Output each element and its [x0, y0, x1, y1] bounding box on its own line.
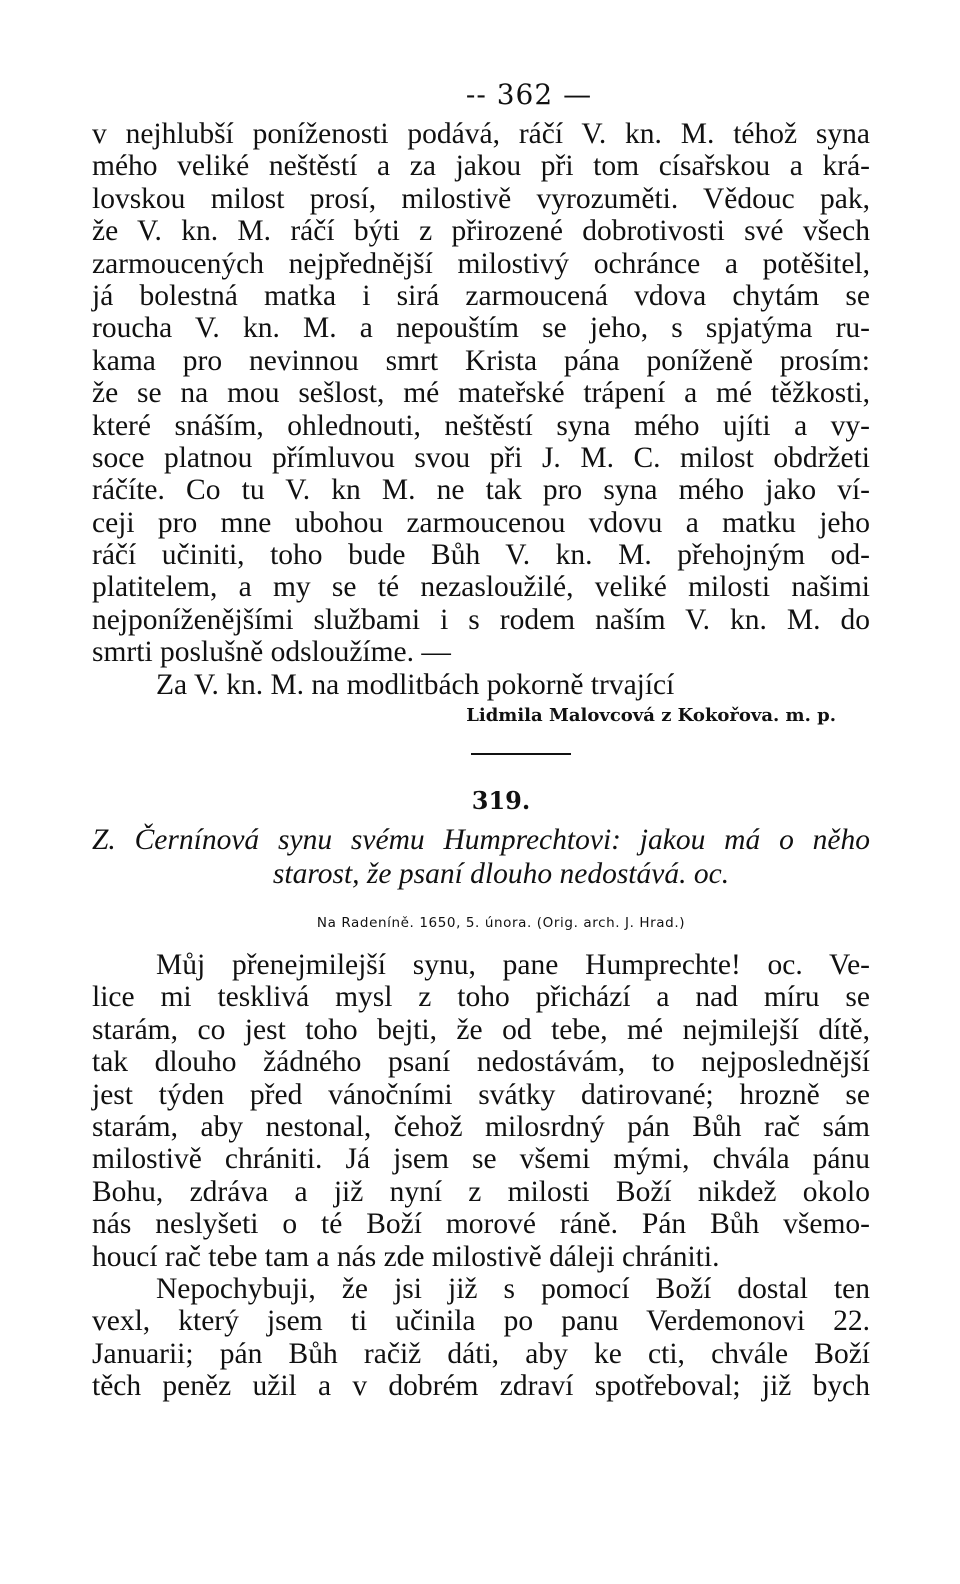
text-line: nejponíženějšími službami i s rodem naším V. kn. M. do: [92, 603, 870, 636]
text-line: tak dlouho žádného psaní nedostávám, to nejposlednější: [92, 1046, 870, 1079]
letter-place-date: Na Radeníně. 1650, 5. února. (Orig. arch. J. Hrad.): [316, 915, 686, 932]
text-line: jest týden před vánočními svátky datirované; hrozně se: [92, 1078, 870, 1111]
letter-title-line: Z. Černínová synu svému Humprechtovi: jakou má o něho: [92, 824, 870, 857]
letter-number: 319.: [471, 786, 531, 816]
book-page: [92, 72, 870, 1403]
text-line: lice mi tesklivá mysl z toho přichází a nad míru se: [92, 981, 870, 1014]
text-line: starám, co jest toho bejti, že od tebe, mé nejmilejší dítě,: [92, 1013, 870, 1046]
closing-line: Za V. kn. M. na modlitbách pokorně trvající: [156, 668, 675, 701]
text-line: milostivě chrániti. Já jsem se všemi mými, chvála pánu: [92, 1143, 870, 1176]
text-line: Bohu, zdráva a již nyní z milosti Boží nikdež okolo: [92, 1175, 870, 1208]
text-line: že se na mou sešlost, mé mateřské trápení a mé těžkosti,: [92, 377, 870, 410]
text-line: mého veliké neštěstí a za jakou při tom císařskou a krá-: [92, 150, 870, 183]
text-line: houcí rač tebe tam a nás zde milostivě dáleji chrániti.: [92, 1240, 720, 1273]
text-line: soce platnou přímluvou svou při J. M. C. milost obdržeti: [92, 441, 870, 474]
letter-title: [92, 823, 870, 891]
page-number: -- 362 —: [465, 78, 593, 111]
continued-letter-text: [92, 118, 870, 701]
text-line: těch peněz užil a v dobrém zdraví spotřeboval; již bych: [92, 1370, 870, 1403]
letter-title-line: starost, že psaní dlouho nedostává. oc.: [272, 858, 730, 891]
text-line: v nejhlubší poníženosti podává, ráčí V. kn. M. téhož syna: [92, 118, 870, 150]
text-line: kama pro nevinnou smrt Krista pána poníženě prosím:: [92, 344, 870, 377]
text-line: Můj přenejmilejší synu, pane Humprechte! oc. Ve-: [156, 949, 870, 982]
text-line: platitelem, a my se té nezasloužilé, veliké milosti našimi: [92, 571, 870, 604]
text-line: já bolestná matka i sirá zarmoucená vdova chytám se: [92, 279, 870, 312]
text-line: ráčíte. Co tu V. kn M. ne tak pro syna mého jako ví-: [92, 474, 870, 507]
text-line: vexl, který jsem ti učinila po panu Verdemonovi 22.: [92, 1305, 870, 1338]
text-line: nás neslyšeti o té Boží morové ráně. Pán Bůh všemo-: [92, 1208, 870, 1241]
text-line: lovskou milost prosí, milostivě vyrozuměti. Vědouc pak,: [92, 182, 870, 215]
letter-text: [92, 949, 870, 1402]
text-line: Januarii; pán Bůh račiž dáti, aby ke cti, chvále Boží: [92, 1337, 870, 1370]
signature: Lidmila Malovcová z Kokořova. m. p.: [466, 705, 836, 727]
text-line: smrti poslušně odsloužíme. —: [92, 636, 451, 669]
section-divider: [471, 753, 571, 755]
text-line: které snáším, ohlednouti, neštěstí syna mého ujíti a vy-: [92, 409, 870, 442]
text-line: starám, aby nestonal, čehož milosrdný pán Bůh rač sám: [92, 1110, 870, 1143]
text-line: že V. kn. M. ráčí býti z přirozené dobrotivosti své všech: [92, 215, 870, 248]
text-line: Nepochybuji, že jsi již s pomocí Boží dostal ten: [156, 1272, 870, 1305]
text-line: ráčí učiniti, toho bude Bůh V. kn. M. přehojným od-: [92, 539, 870, 572]
text-line: roucha V. kn. M. a nepouštím se jeho, s spjatýma ru-: [92, 312, 870, 345]
text-line: zarmoucených nejpřednější milostivý ochránce a potěšitel,: [92, 247, 870, 280]
text-line: ceji pro mne ubohou zarmoucenou vdovu a matku jeho: [92, 506, 870, 539]
